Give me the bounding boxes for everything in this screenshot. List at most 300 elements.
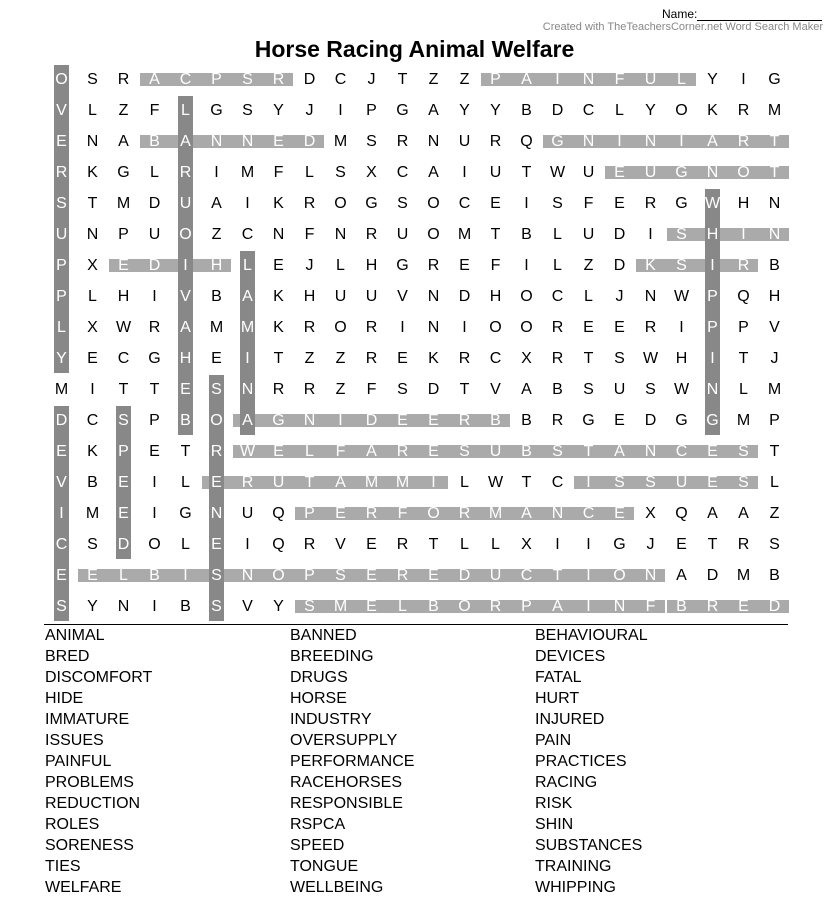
- grid-cell[interactable]: R: [365, 505, 378, 522]
- grid-cell[interactable]: S: [614, 474, 625, 491]
- grid-cell[interactable]: N: [303, 412, 316, 429]
- grid-cell[interactable]: I: [152, 505, 157, 522]
- grid-cell[interactable]: N: [117, 598, 130, 615]
- grid-cell[interactable]: U: [582, 226, 595, 243]
- grid-cell[interactable]: F: [490, 257, 501, 274]
- grid-cell[interactable]: F: [614, 71, 625, 88]
- grid-cell[interactable]: G: [551, 133, 564, 150]
- grid-cell[interactable]: I: [90, 381, 95, 398]
- grid-cell[interactable]: H: [768, 288, 781, 305]
- grid-cell[interactable]: A: [738, 505, 749, 522]
- grid-cell[interactable]: C: [86, 412, 99, 429]
- grid-cell[interactable]: K: [273, 288, 284, 305]
- grid-cell[interactable]: E: [366, 567, 377, 584]
- grid-cell[interactable]: E: [118, 474, 129, 491]
- grid-cell[interactable]: S: [366, 133, 377, 150]
- grid-cell[interactable]: N: [582, 133, 595, 150]
- grid-cell[interactable]: U: [148, 226, 161, 243]
- grid-cell[interactable]: L: [615, 102, 624, 119]
- grid-cell[interactable]: D: [706, 567, 719, 584]
- grid-cell[interactable]: D: [613, 226, 626, 243]
- grid-cell[interactable]: W: [642, 350, 659, 367]
- grid-cell[interactable]: R: [55, 164, 68, 181]
- grid-cell[interactable]: L: [88, 288, 97, 305]
- grid-cell[interactable]: W: [704, 195, 721, 212]
- grid-cell[interactable]: E: [614, 319, 625, 336]
- grid-cell[interactable]: V: [242, 598, 253, 615]
- grid-cell[interactable]: E: [273, 443, 284, 460]
- grid-cell[interactable]: J: [646, 536, 655, 553]
- grid-cell[interactable]: G: [675, 412, 688, 429]
- grid-cell[interactable]: O: [179, 226, 192, 243]
- grid-cell[interactable]: C: [241, 226, 254, 243]
- grid-cell[interactable]: D: [551, 102, 564, 119]
- grid-cell[interactable]: P: [118, 226, 129, 243]
- grid-cell[interactable]: E: [56, 567, 67, 584]
- grid-cell[interactable]: U: [613, 381, 626, 398]
- grid-cell[interactable]: Y: [56, 350, 67, 367]
- grid-cell[interactable]: Q: [675, 505, 688, 522]
- grid-cell[interactable]: J: [615, 288, 624, 305]
- grid-cell[interactable]: I: [741, 226, 746, 243]
- grid-cell[interactable]: A: [707, 133, 718, 150]
- grid-cell[interactable]: W: [487, 474, 504, 491]
- grid-cell[interactable]: M: [364, 474, 379, 491]
- grid-cell[interactable]: I: [338, 102, 343, 119]
- grid-cell[interactable]: P: [707, 319, 718, 336]
- grid-cell[interactable]: I: [555, 71, 560, 88]
- grid-cell[interactable]: D: [365, 412, 378, 429]
- grid-cell[interactable]: J: [770, 350, 779, 367]
- grid-cell[interactable]: A: [521, 505, 532, 522]
- grid-cell[interactable]: D: [148, 195, 161, 212]
- grid-cell[interactable]: R: [737, 133, 750, 150]
- grid-cell[interactable]: T: [87, 195, 98, 212]
- grid-cell[interactable]: V: [397, 288, 408, 305]
- grid-cell[interactable]: Z: [428, 71, 439, 88]
- grid-cell[interactable]: U: [675, 474, 688, 491]
- grid-cell[interactable]: T: [552, 567, 563, 584]
- grid-cell[interactable]: P: [490, 71, 501, 88]
- grid-cell[interactable]: R: [303, 381, 316, 398]
- grid-cell[interactable]: E: [676, 536, 687, 553]
- grid-cell[interactable]: T: [149, 381, 160, 398]
- grid-cell[interactable]: N: [427, 133, 440, 150]
- grid-cell[interactable]: R: [737, 536, 750, 553]
- grid-cell[interactable]: T: [583, 443, 594, 460]
- grid-cell[interactable]: U: [334, 288, 347, 305]
- grid-cell[interactable]: R: [458, 350, 471, 367]
- grid-cell[interactable]: S: [738, 443, 749, 460]
- grid-cell[interactable]: R: [551, 412, 564, 429]
- grid-cell[interactable]: R: [551, 350, 564, 367]
- grid-cell[interactable]: L: [57, 319, 66, 336]
- grid-cell[interactable]: B: [211, 288, 222, 305]
- grid-cell[interactable]: X: [521, 350, 532, 367]
- grid-cell[interactable]: O: [148, 536, 161, 553]
- grid-cell[interactable]: I: [59, 505, 64, 522]
- grid-cell[interactable]: B: [676, 598, 687, 615]
- grid-cell[interactable]: P: [56, 257, 67, 274]
- grid-cell[interactable]: S: [676, 257, 687, 274]
- grid-cell[interactable]: T: [769, 164, 780, 181]
- grid-cell[interactable]: N: [644, 567, 657, 584]
- grid-cell[interactable]: I: [245, 195, 250, 212]
- grid-cell[interactable]: R: [148, 319, 161, 336]
- grid-cell[interactable]: P: [738, 319, 749, 336]
- grid-cell[interactable]: B: [521, 443, 532, 460]
- grid-cell[interactable]: P: [56, 288, 67, 305]
- grid-cell[interactable]: M: [395, 474, 410, 491]
- grid-cell[interactable]: X: [521, 536, 532, 553]
- grid-cell[interactable]: M: [767, 102, 782, 119]
- grid-cell[interactable]: P: [304, 567, 315, 584]
- grid-cell[interactable]: D: [117, 536, 130, 553]
- grid-cell[interactable]: I: [679, 133, 684, 150]
- grid-cell[interactable]: W: [673, 381, 690, 398]
- grid-cell[interactable]: L: [553, 257, 562, 274]
- grid-cell[interactable]: R: [644, 319, 657, 336]
- grid-cell[interactable]: P: [211, 71, 222, 88]
- grid-cell[interactable]: R: [706, 598, 719, 615]
- grid-cell[interactable]: U: [458, 133, 471, 150]
- grid-cell[interactable]: E: [211, 350, 222, 367]
- grid-cell[interactable]: L: [770, 474, 779, 491]
- grid-cell[interactable]: M: [54, 381, 69, 398]
- grid-cell[interactable]: O: [272, 567, 285, 584]
- grid-cell[interactable]: U: [489, 443, 502, 460]
- grid-cell[interactable]: N: [613, 598, 626, 615]
- grid-cell[interactable]: I: [338, 412, 343, 429]
- grid-cell[interactable]: T: [521, 164, 532, 181]
- grid-cell[interactable]: U: [489, 164, 502, 181]
- grid-cell[interactable]: Z: [769, 505, 780, 522]
- grid-cell[interactable]: L: [677, 71, 686, 88]
- grid-cell[interactable]: R: [303, 195, 316, 212]
- grid-cell[interactable]: O: [613, 567, 626, 584]
- grid-cell[interactable]: F: [645, 598, 656, 615]
- grid-cell[interactable]: P: [304, 505, 315, 522]
- grid-cell[interactable]: B: [180, 412, 191, 429]
- grid-cell[interactable]: D: [458, 288, 471, 305]
- grid-cell[interactable]: S: [583, 381, 594, 398]
- grid-cell[interactable]: I: [462, 319, 467, 336]
- grid-cell[interactable]: E: [56, 133, 67, 150]
- grid-cell[interactable]: Z: [335, 350, 346, 367]
- grid-cell[interactable]: G: [396, 257, 409, 274]
- grid-cell[interactable]: M: [736, 412, 751, 429]
- grid-cell[interactable]: U: [582, 164, 595, 181]
- grid-cell[interactable]: A: [335, 474, 346, 491]
- grid-cell[interactable]: T: [738, 350, 749, 367]
- grid-cell[interactable]: B: [180, 598, 191, 615]
- grid-cell[interactable]: C: [396, 164, 409, 181]
- grid-cell[interactable]: N: [706, 381, 719, 398]
- grid-cell[interactable]: O: [427, 505, 440, 522]
- grid-cell[interactable]: E: [118, 505, 129, 522]
- grid-cell[interactable]: G: [179, 505, 192, 522]
- grid-cell[interactable]: L: [243, 257, 252, 274]
- grid-cell[interactable]: B: [149, 133, 160, 150]
- grid-cell[interactable]: L: [553, 226, 562, 243]
- grid-cell[interactable]: B: [521, 226, 532, 243]
- grid-cell[interactable]: W: [673, 288, 690, 305]
- grid-cell[interactable]: N: [210, 133, 223, 150]
- grid-cell[interactable]: L: [460, 474, 469, 491]
- grid-cell[interactable]: G: [675, 195, 688, 212]
- grid-cell[interactable]: B: [521, 102, 532, 119]
- grid-cell[interactable]: A: [118, 133, 129, 150]
- grid-cell[interactable]: Q: [272, 505, 285, 522]
- grid-cell[interactable]: E: [490, 195, 501, 212]
- grid-cell[interactable]: E: [366, 598, 377, 615]
- grid-cell[interactable]: D: [427, 381, 440, 398]
- grid-cell[interactable]: K: [87, 443, 98, 460]
- grid-cell[interactable]: A: [428, 102, 439, 119]
- grid-cell[interactable]: C: [520, 567, 533, 584]
- grid-cell[interactable]: Y: [490, 102, 501, 119]
- grid-cell[interactable]: T: [459, 381, 470, 398]
- grid-cell[interactable]: X: [366, 164, 377, 181]
- grid-cell[interactable]: F: [366, 381, 377, 398]
- grid-cell[interactable]: C: [179, 71, 192, 88]
- grid-cell[interactable]: M: [457, 226, 472, 243]
- grid-cell[interactable]: L: [181, 474, 190, 491]
- grid-cell[interactable]: D: [148, 257, 161, 274]
- grid-cell[interactable]: N: [210, 505, 223, 522]
- grid-cell[interactable]: E: [428, 567, 439, 584]
- grid-cell[interactable]: V: [180, 288, 191, 305]
- grid-cell[interactable]: E: [149, 443, 160, 460]
- grid-cell[interactable]: N: [241, 567, 254, 584]
- grid-cell[interactable]: I: [586, 567, 591, 584]
- grid-cell[interactable]: L: [584, 288, 593, 305]
- grid-cell[interactable]: O: [520, 288, 533, 305]
- grid-cell[interactable]: L: [305, 443, 314, 460]
- grid-cell[interactable]: I: [741, 71, 746, 88]
- grid-cell[interactable]: H: [365, 257, 378, 274]
- grid-cell[interactable]: E: [397, 412, 408, 429]
- grid-cell[interactable]: C: [489, 350, 502, 367]
- grid-cell[interactable]: B: [149, 567, 160, 584]
- grid-cell[interactable]: I: [431, 474, 436, 491]
- grid-cell[interactable]: G: [582, 412, 595, 429]
- grid-cell[interactable]: N: [241, 133, 254, 150]
- grid-cell[interactable]: A: [149, 71, 160, 88]
- grid-cell[interactable]: X: [645, 505, 656, 522]
- grid-cell[interactable]: R: [396, 567, 409, 584]
- grid-cell[interactable]: D: [303, 133, 316, 150]
- grid-cell[interactable]: I: [245, 350, 250, 367]
- grid-cell[interactable]: G: [365, 195, 378, 212]
- grid-cell[interactable]: E: [211, 474, 222, 491]
- grid-cell[interactable]: S: [87, 71, 98, 88]
- grid-cell[interactable]: E: [56, 443, 67, 460]
- grid-cell[interactable]: R: [303, 536, 316, 553]
- grid-cell[interactable]: C: [551, 288, 564, 305]
- grid-cell[interactable]: T: [180, 443, 191, 460]
- grid-cell[interactable]: N: [768, 226, 781, 243]
- grid-cell[interactable]: T: [769, 133, 780, 150]
- grid-cell[interactable]: D: [613, 257, 626, 274]
- grid-cell[interactable]: I: [555, 536, 560, 553]
- grid-cell[interactable]: G: [613, 536, 626, 553]
- grid-cell[interactable]: S: [397, 381, 408, 398]
- grid-cell[interactable]: D: [303, 71, 316, 88]
- grid-cell[interactable]: I: [524, 257, 529, 274]
- grid-cell[interactable]: N: [241, 381, 254, 398]
- grid-cell[interactable]: I: [214, 164, 219, 181]
- grid-cell[interactable]: I: [710, 257, 715, 274]
- grid-cell[interactable]: E: [459, 257, 470, 274]
- grid-cell[interactable]: I: [679, 319, 684, 336]
- grid-cell[interactable]: U: [644, 71, 657, 88]
- grid-cell[interactable]: T: [118, 381, 129, 398]
- grid-cell[interactable]: F: [273, 164, 284, 181]
- grid-cell[interactable]: U: [396, 226, 409, 243]
- grid-cell[interactable]: B: [769, 257, 780, 274]
- grid-cell[interactable]: S: [335, 164, 346, 181]
- grid-cell[interactable]: J: [367, 71, 376, 88]
- grid-cell[interactable]: B: [769, 567, 780, 584]
- grid-cell[interactable]: S: [552, 195, 563, 212]
- grid-cell[interactable]: R: [365, 350, 378, 367]
- grid-cell[interactable]: R: [365, 226, 378, 243]
- grid-cell[interactable]: R: [396, 133, 409, 150]
- grid-cell[interactable]: A: [180, 319, 191, 336]
- grid-cell[interactable]: C: [582, 102, 595, 119]
- grid-cell[interactable]: D: [768, 598, 781, 615]
- grid-cell[interactable]: O: [520, 319, 533, 336]
- grid-cell[interactable]: M: [333, 598, 348, 615]
- grid-cell[interactable]: B: [490, 412, 501, 429]
- grid-cell[interactable]: N: [334, 226, 347, 243]
- grid-cell[interactable]: I: [462, 164, 467, 181]
- grid-cell[interactable]: B: [87, 474, 98, 491]
- grid-cell[interactable]: E: [87, 350, 98, 367]
- grid-cell[interactable]: A: [707, 505, 718, 522]
- grid-cell[interactable]: E: [707, 474, 718, 491]
- grid-cell[interactable]: A: [552, 598, 563, 615]
- grid-cell[interactable]: T: [583, 350, 594, 367]
- grid-cell[interactable]: R: [365, 319, 378, 336]
- grid-cell[interactable]: R: [396, 536, 409, 553]
- grid-cell[interactable]: T: [273, 350, 284, 367]
- grid-cell[interactable]: G: [148, 350, 161, 367]
- grid-cell[interactable]: A: [614, 443, 625, 460]
- grid-cell[interactable]: S: [676, 226, 687, 243]
- grid-cell[interactable]: I: [152, 474, 157, 491]
- grid-cell[interactable]: M: [116, 195, 131, 212]
- grid-cell[interactable]: N: [706, 164, 719, 181]
- grid-cell[interactable]: L: [181, 102, 190, 119]
- grid-cell[interactable]: C: [458, 195, 471, 212]
- grid-cell[interactable]: R: [117, 71, 130, 88]
- grid-cell[interactable]: A: [428, 164, 439, 181]
- grid-cell[interactable]: I: [152, 288, 157, 305]
- grid-cell[interactable]: O: [55, 71, 68, 88]
- grid-cell[interactable]: S: [769, 536, 780, 553]
- grid-cell[interactable]: Q: [737, 288, 750, 305]
- grid-cell[interactable]: N: [644, 288, 657, 305]
- grid-cell[interactable]: R: [489, 598, 502, 615]
- grid-cell[interactable]: S: [645, 381, 656, 398]
- grid-cell[interactable]: E: [614, 195, 625, 212]
- grid-cell[interactable]: J: [305, 257, 314, 274]
- grid-cell[interactable]: G: [768, 71, 781, 88]
- grid-cell[interactable]: R: [737, 257, 750, 274]
- grid-cell[interactable]: E: [335, 505, 346, 522]
- grid-cell[interactable]: G: [396, 102, 409, 119]
- grid-cell[interactable]: S: [738, 474, 749, 491]
- grid-cell[interactable]: N: [644, 443, 657, 460]
- grid-cell[interactable]: Y: [707, 71, 718, 88]
- grid-cell[interactable]: S: [87, 536, 98, 553]
- grid-cell[interactable]: E: [738, 598, 749, 615]
- grid-cell[interactable]: N: [272, 226, 285, 243]
- grid-cell[interactable]: L: [88, 102, 97, 119]
- grid-cell[interactable]: E: [707, 443, 718, 460]
- grid-cell[interactable]: K: [645, 257, 656, 274]
- grid-cell[interactable]: O: [427, 226, 440, 243]
- grid-cell[interactable]: A: [211, 195, 222, 212]
- grid-cell[interactable]: I: [524, 195, 529, 212]
- grid-cell[interactable]: O: [334, 319, 347, 336]
- grid-cell[interactable]: P: [521, 598, 532, 615]
- grid-cell[interactable]: S: [645, 474, 656, 491]
- grid-cell[interactable]: I: [586, 536, 591, 553]
- grid-cell[interactable]: A: [521, 381, 532, 398]
- grid-cell[interactable]: B: [552, 381, 563, 398]
- grid-cell[interactable]: I: [586, 598, 591, 615]
- grid-cell[interactable]: S: [459, 443, 470, 460]
- grid-cell[interactable]: L: [150, 164, 159, 181]
- grid-cell[interactable]: K: [87, 164, 98, 181]
- grid-cell[interactable]: G: [117, 164, 130, 181]
- grid-cell[interactable]: N: [427, 288, 440, 305]
- grid-cell[interactable]: E: [211, 536, 222, 553]
- grid-cell[interactable]: P: [118, 443, 129, 460]
- grid-cell[interactable]: U: [365, 288, 378, 305]
- grid-cell[interactable]: L: [398, 598, 407, 615]
- grid-cell[interactable]: T: [304, 474, 315, 491]
- grid-cell[interactable]: T: [769, 443, 780, 460]
- grid-cell[interactable]: G: [675, 164, 688, 181]
- grid-cell[interactable]: E: [583, 319, 594, 336]
- grid-cell[interactable]: C: [675, 443, 688, 460]
- grid-cell[interactable]: R: [489, 133, 502, 150]
- grid-cell[interactable]: H: [706, 226, 719, 243]
- grid-cell[interactable]: K: [428, 350, 439, 367]
- grid-cell[interactable]: L: [739, 381, 748, 398]
- grid-cell[interactable]: M: [736, 567, 751, 584]
- grid-cell[interactable]: E: [273, 257, 284, 274]
- grid-cell[interactable]: Z: [211, 226, 222, 243]
- grid-cell[interactable]: K: [273, 319, 284, 336]
- grid-cell[interactable]: I: [152, 598, 157, 615]
- grid-cell[interactable]: R: [396, 443, 409, 460]
- grid-cell[interactable]: R: [272, 71, 285, 88]
- grid-cell[interactable]: H: [489, 288, 502, 305]
- grid-cell[interactable]: A: [366, 443, 377, 460]
- grid-cell[interactable]: R: [179, 164, 192, 181]
- grid-cell[interactable]: L: [305, 164, 314, 181]
- grid-cell[interactable]: N: [86, 133, 99, 150]
- grid-cell[interactable]: K: [707, 102, 718, 119]
- grid-cell[interactable]: Z: [583, 257, 594, 274]
- grid-cell[interactable]: P: [707, 288, 718, 305]
- grid-cell[interactable]: Z: [118, 102, 129, 119]
